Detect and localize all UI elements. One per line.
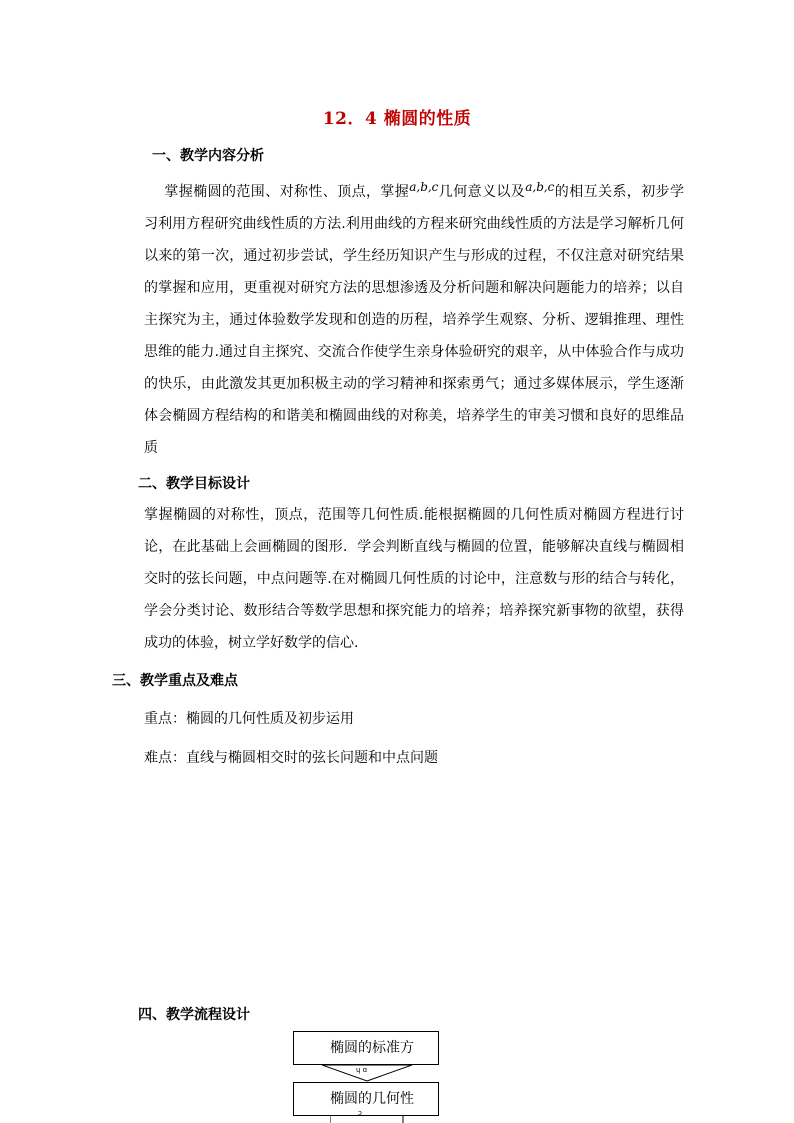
section-2-paragraph: 掌握椭圆的对称性，顶点，范围等几何性质.能根据椭圆的几何性质对椭圆方程进行讨论，在此基础上会画椭圆的图形．学会判断直线与椭圆的位置，能够解决直线与椭圆相交时的弦长问题，中点问题等.在对椭圆几何性质的讨论中，注意数与形的结合与转化，学会分类讨论、数形结合等数学思想和探究能力的培养；培养探究新事物的欲望，获得成功的体验，树立学好数学的信心. (144, 507, 684, 651)
flowchart-arrow-icon (330, 1116, 404, 1123)
key-point-line: 重点：椭圆的几何性质及初步运用 (144, 711, 354, 727)
flowchart-box-geometric-properties: 椭圆的几何性 (293, 1082, 439, 1116)
flowchart-box-standard-equation: 椭圆的标准方 (293, 1031, 439, 1065)
section-1-heading: 一、教学内容分析 (152, 148, 264, 164)
section-1-paragraph (144, 176, 684, 464)
variable-abc: a,b,c (409, 180, 439, 194)
section-4-heading: 四、教学流程设计 (138, 1007, 250, 1023)
section-1-text-start: 掌握椭圆的范围、对称性、顶点，掌握 (164, 184, 410, 200)
flowchart-note-2: ɔ (358, 1109, 362, 1117)
section-1-text-mid: 几何意义以及 (438, 184, 526, 200)
page-title: 12．4 椭圆的性质 (322, 109, 472, 129)
section-3-heading: 三、教学重点及难点 (112, 673, 238, 689)
difficulty-line: 难点：直线与椭圆相交时的弦长问题和中点问题 (144, 750, 438, 766)
flowchart-arrow-icon (322, 1065, 412, 1083)
section-2-heading: 二、教学目标设计 (138, 476, 250, 492)
section-1-text-rest: 的相互关系，初步学习利用方程研究曲线性质的方法.利用曲线的方程来研究曲线性质的方法是学习解析几何以来的第一次，通过初步尝试，学生经历知识产生与形成的过程，不仅注意对研究结果的掌握和应用，更重视对研究方法的思想渗透及分析问题和解决问题能力的培养；以自主探究为主，通过体验数学发现和创造的历程，培养学生观察、分析、逻辑推理、理性思维的能力.通过自主探究、交流合作使学生亲身体验研究的艰辛，从中体验合作与成功的快乐，由此激发其更加积极主动的学习精神和探索勇气；通过多媒体展示，学生逐渐体会椭圆方程结构的和谐美和椭圆曲线的对称美，培养学生的审美习惯和良好的思维品质 (144, 184, 685, 456)
variable-abc: a,b,c (525, 180, 555, 194)
flowchart-note-1: ɥ ɑ (356, 1066, 368, 1074)
